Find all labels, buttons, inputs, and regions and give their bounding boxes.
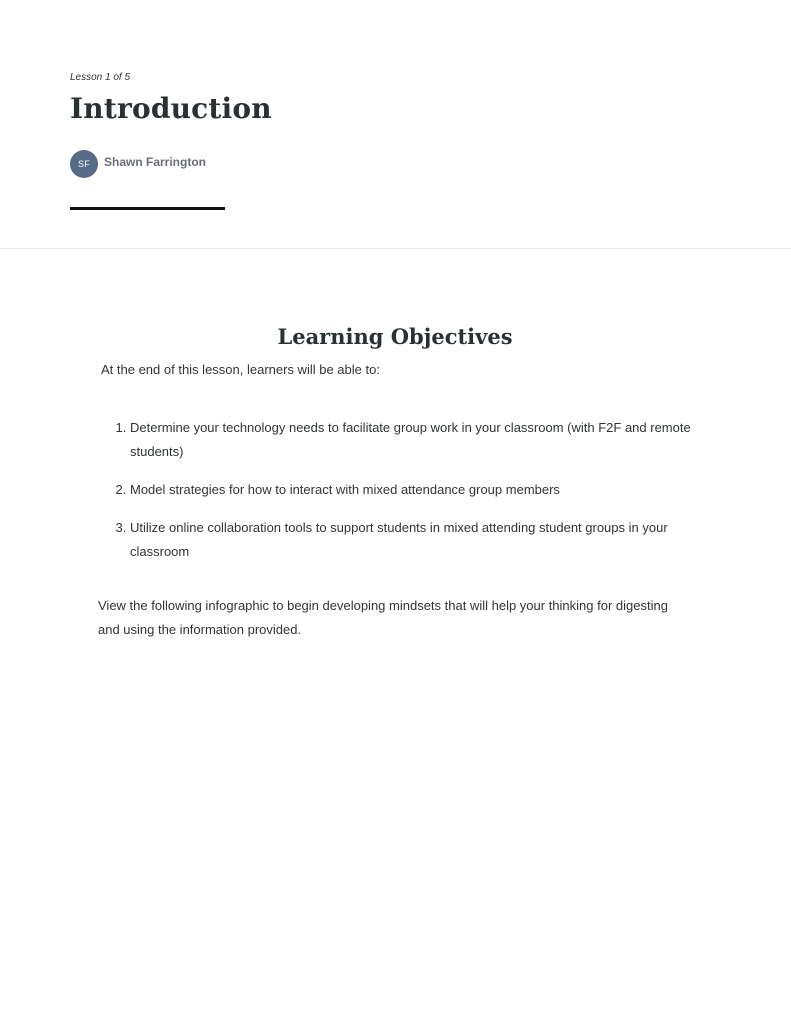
lesson-counter: Lesson 1 of 5 <box>70 72 131 83</box>
author-name: Shawn Farrington <box>104 155 206 169</box>
lesson-content <box>98 318 692 642</box>
section-heading: Learning Objectives <box>277 324 513 349</box>
header-divider <box>0 248 791 249</box>
author-byline <box>70 150 206 178</box>
lesson-title: Introduction <box>70 92 272 125</box>
objective-item: 3. Utilize online collaboration tools to support students in mixed attending student groups in your classroom <box>130 516 692 564</box>
closing-text: View the following infographic to begin developing mindsets that will help your thinking for digesting and using the information provided. <box>98 598 668 637</box>
title-underline <box>70 207 225 210</box>
intro-text: At the end of this lesson, learners will be able to: <box>101 362 380 377</box>
objective-item: 1. Determine your technology needs to facilitate group work in your classroom (with F2F and remote students) <box>130 416 692 464</box>
objective-item: 2. Model strategies for how to interact with mixed attendance group members <box>130 478 692 502</box>
avatar: SF <box>70 150 98 178</box>
objectives-list <box>98 416 692 564</box>
